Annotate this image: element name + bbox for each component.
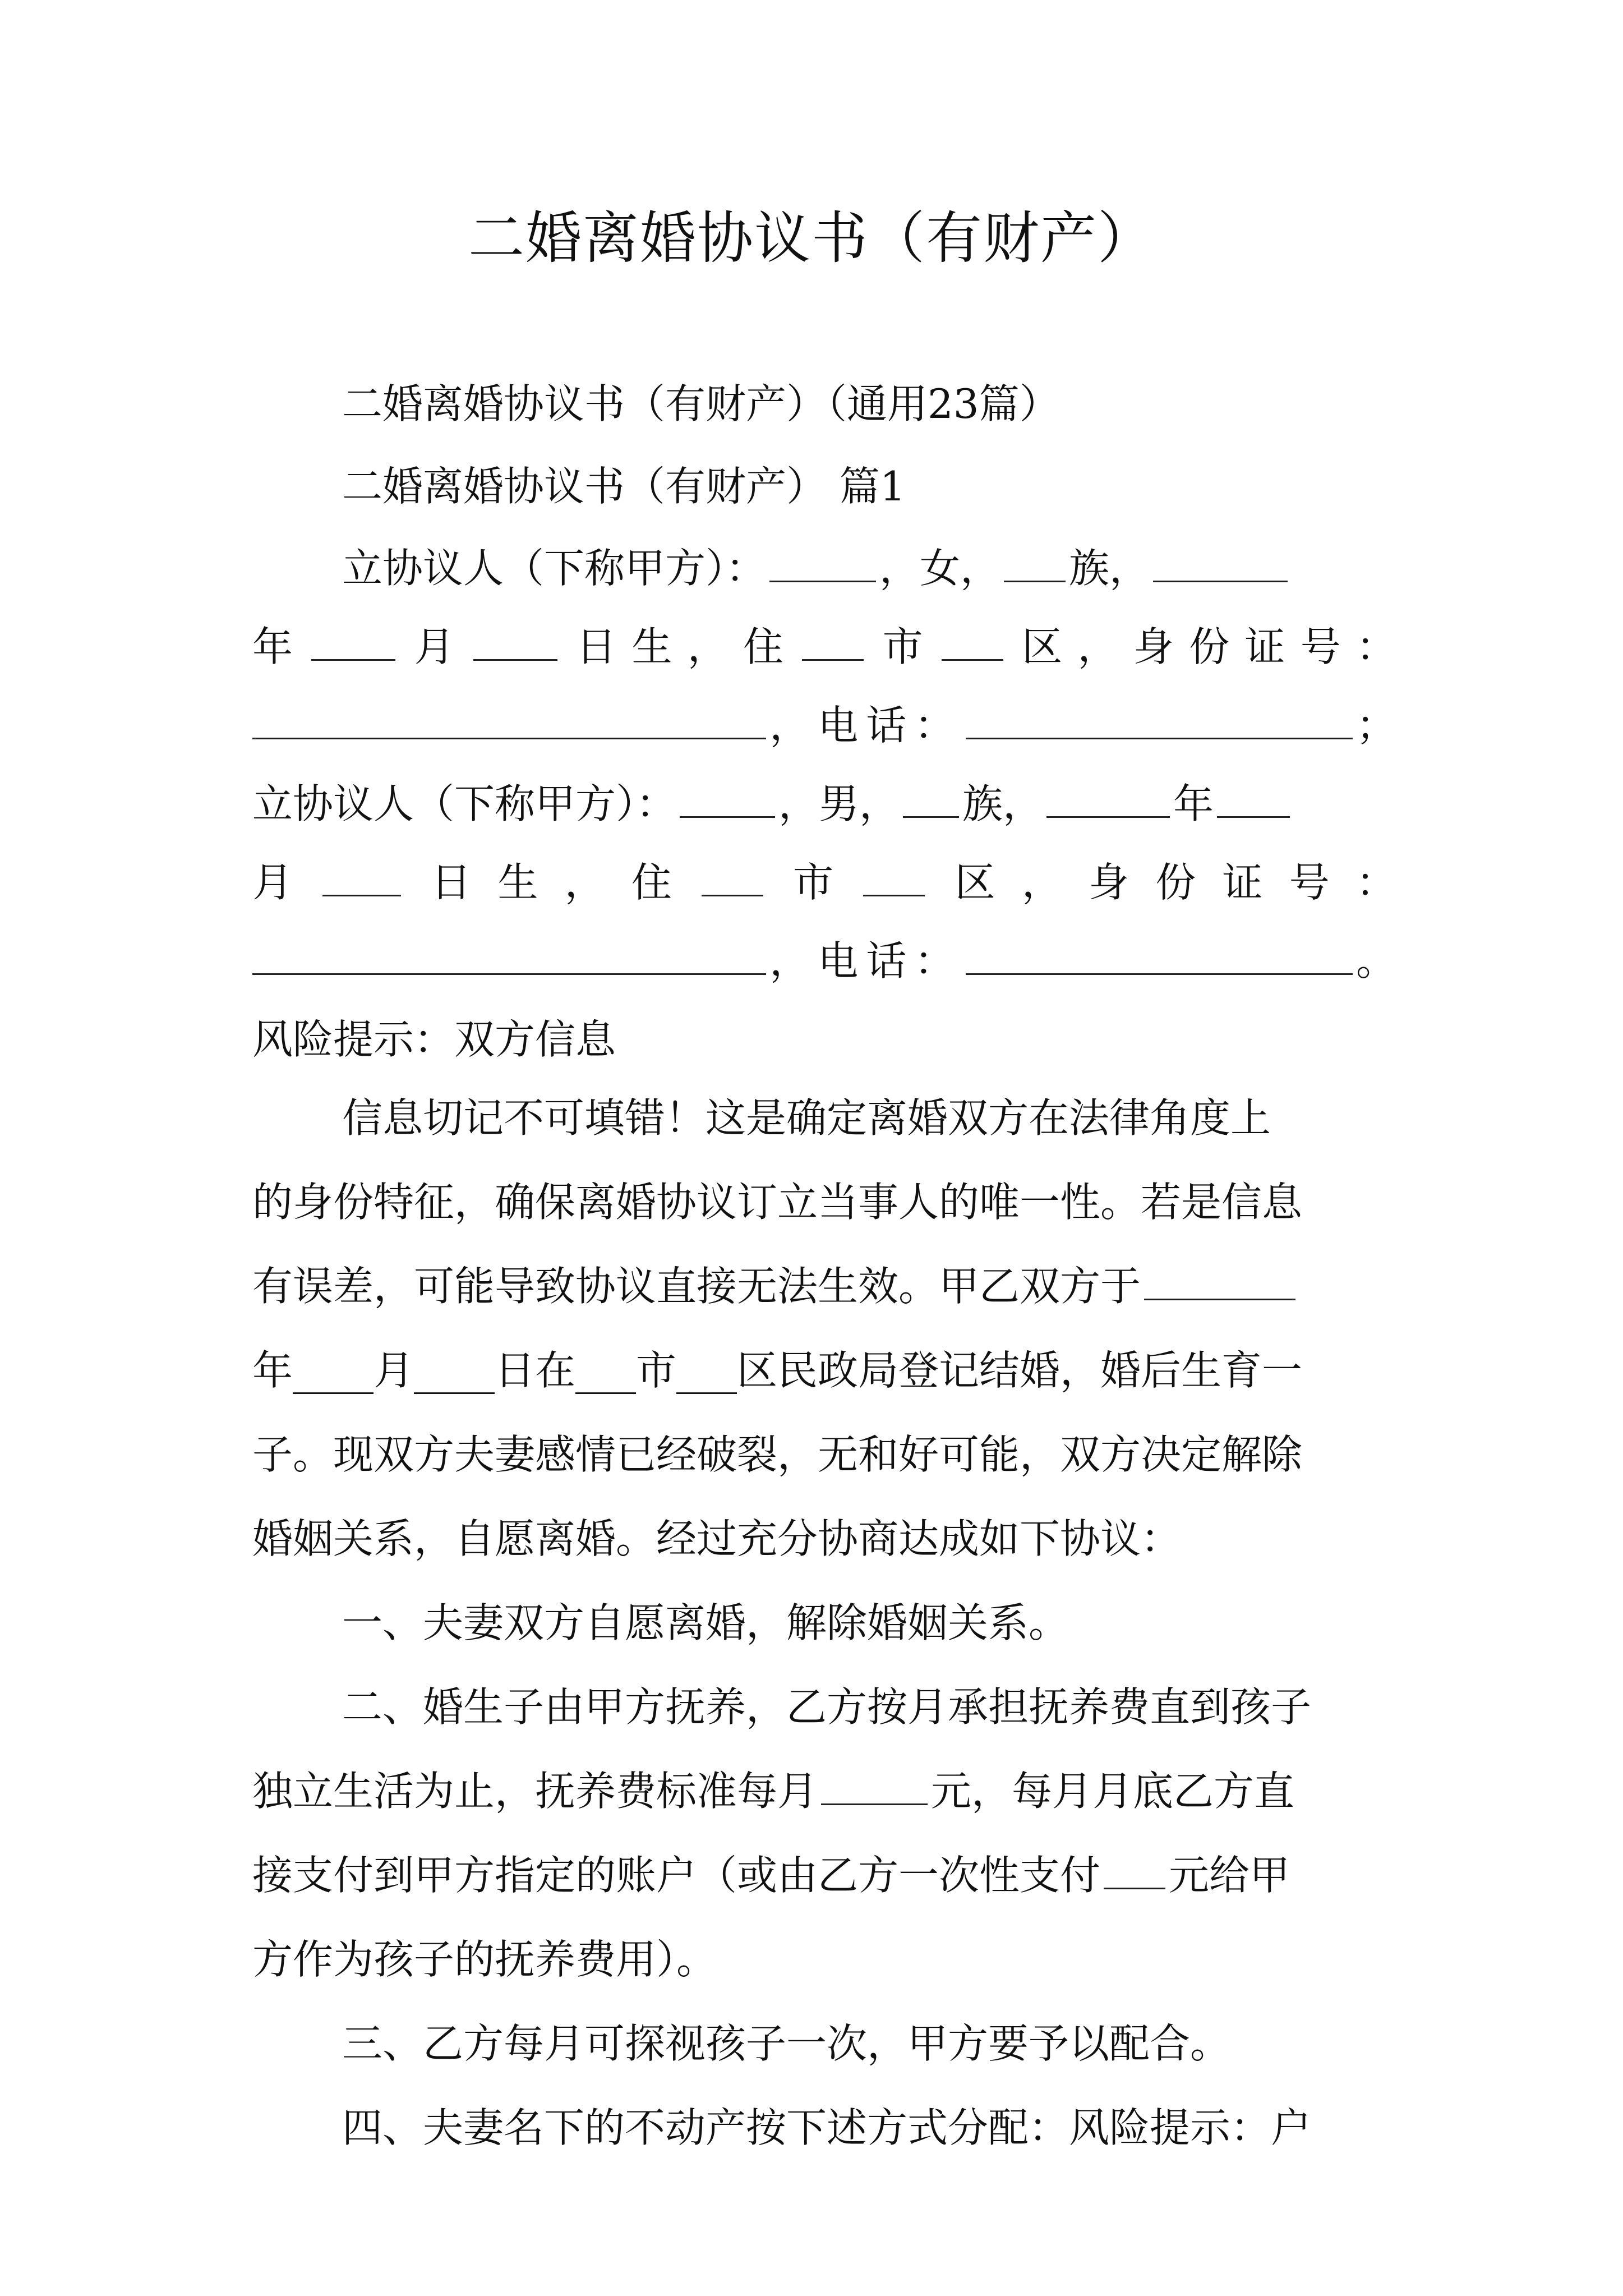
marriage-year-blank	[1144, 1298, 1295, 1300]
party-a-district-label: 区	[1022, 623, 1063, 670]
party-a-residence-label: 住	[743, 623, 784, 670]
clause-2-line-3-tail: 元给甲	[1169, 1852, 1290, 1899]
paragraph-1-line-5: 子。现双方夫妻感情已经破裂，无和好可能，双方决定解除	[252, 1431, 1303, 1478]
party-b-nation-label: 族，	[962, 780, 1044, 827]
party-a-comma-2: ，	[1077, 623, 1118, 670]
party-b-label: 立协议人（下称甲方）：	[252, 780, 677, 827]
clause-3: 三、乙方每月可探视孩子一次，甲方要予以配合。	[342, 2020, 1231, 2067]
party-b-name-blank	[680, 816, 775, 818]
party-a-id-char-2: 份	[1189, 623, 1230, 670]
party-a-district-blank	[942, 659, 1003, 661]
party-b-id-blank	[252, 973, 766, 975]
party-b-residence-label: 住	[631, 859, 672, 906]
clause-2-line-2-tail: 元，每月月底乙方直	[931, 1768, 1295, 1815]
party-b-comma: ，	[564, 859, 605, 906]
party-a-id-blank	[252, 737, 766, 739]
paragraph-1-line-1: 信息切记不可填错！这是确定离婚双方在法律角度上	[342, 1094, 1271, 1142]
party-b-day-blank	[322, 894, 401, 896]
party-b-id-char-3: 证	[1222, 859, 1263, 906]
party-a-day-blank	[473, 659, 557, 661]
document-title: 二婚离婚协议书（有财产）	[468, 205, 1155, 271]
party-a-comma: ，	[687, 623, 728, 670]
clause-4: 四、夫妻名下的不动产按下述方式分配：风险提示：户	[342, 2104, 1312, 2151]
party-b-district-blank	[863, 894, 925, 896]
party-a-month-blank	[311, 659, 395, 661]
party-b-month-blank	[1217, 816, 1290, 818]
party-a-city-blank	[802, 659, 864, 661]
party-b-district-label: 区	[955, 859, 995, 906]
section-heading: 二婚离婚协议书（有财产） 篇1	[342, 463, 906, 510]
party-b-phone-label: ，电话：	[769, 937, 963, 984]
paragraph-1-line-3	[252, 1255, 1396, 1317]
party-b-month-label: 月	[252, 859, 293, 906]
clause-2-line-3-text: 接支付到甲方指定的账户（或由乙方一次性支付	[252, 1852, 1101, 1899]
party-a-birth-year-label: 年	[252, 623, 293, 670]
paragraph-1-line-2: 的身份特征，确保离婚协议订立当事人的唯一性。若是信息	[252, 1179, 1303, 1226]
party-b-line-2	[252, 852, 1396, 913]
party-b-year-label: 年	[1173, 780, 1214, 827]
paragraph-1-line-4: 年____月____日在___市___区民政局登记结婚，婚后生育一	[252, 1347, 1303, 1394]
clause-2-line-2-text: 独立生活为止，抚养费标准每月	[252, 1768, 818, 1815]
party-a-nation-label: 族，	[1069, 545, 1150, 592]
party-a-phone-blank	[966, 737, 1353, 739]
party-b-gender: ，男，	[778, 780, 900, 827]
party-a-birth-label: 生	[631, 623, 672, 670]
party-a-name-blank	[769, 580, 876, 582]
party-a-id-char-4: 号	[1300, 623, 1341, 670]
party-a-birth-year-blank	[1153, 580, 1288, 582]
support-amount-blank	[821, 1803, 928, 1805]
party-a-month-label: 月	[414, 623, 455, 670]
party-b-comma-2: ，	[1021, 859, 1062, 906]
party-a-phone-label: ，电话：	[769, 702, 963, 749]
party-a-day-label: 日	[576, 623, 617, 670]
paragraph-1-line-3-text: 有误差，可能导致协议直接无法生效。甲乙双方于	[252, 1263, 1141, 1310]
party-a-line-3	[252, 694, 1396, 756]
party-b-phone-blank	[966, 973, 1353, 975]
party-b-id-char-1: 身	[1089, 859, 1129, 906]
party-b-id-colon: ：	[1355, 859, 1396, 906]
clause-1: 一、夫妻双方自愿离婚，解除婚姻关系。	[342, 1599, 1069, 1646]
party-b-line-1	[252, 773, 1396, 835]
party-a-end-mark: ；	[1355, 702, 1396, 749]
clause-2-line-4: 方作为孩子的抚养费用）。	[252, 1936, 717, 1983]
clause-2-line-2	[252, 1760, 1396, 1822]
party-b-nation-blank	[903, 816, 959, 818]
lump-sum-blank	[1104, 1887, 1165, 1889]
party-b-end-mark: 。	[1355, 937, 1396, 984]
party-b-city-label: 市	[793, 859, 834, 906]
party-a-id-char-1: 身	[1133, 623, 1174, 670]
party-a-nation-blank	[1004, 580, 1066, 582]
party-b-birth-year-blank	[1046, 816, 1170, 818]
party-a-id-char-3: 证	[1244, 623, 1285, 670]
clause-2-line-3	[252, 1844, 1396, 1906]
party-a-line-1	[342, 537, 1396, 599]
party-b-id-char-4: 号	[1289, 859, 1330, 906]
party-b-line-3	[252, 930, 1396, 992]
party-a-gender: ，女，	[879, 545, 1001, 592]
clause-2-line-1: 二、婚生子由甲方抚养，乙方按月承担抚养费直到孩子	[342, 1683, 1312, 1731]
party-a-id-colon: ：	[1355, 623, 1396, 670]
party-b-birth-label: 生	[497, 859, 538, 906]
party-b-day-label: 日	[431, 859, 472, 906]
document-subtitle: 二婚离婚协议书（有财产）（通用23篇）	[342, 380, 1060, 427]
party-a-label: 立协议人（下称甲方）：	[342, 545, 767, 592]
paragraph-1-line-6: 婚姻关系，自愿离婚。经过充分协商达成如下协议：	[252, 1515, 1182, 1562]
party-a-line-2	[252, 616, 1396, 678]
risk-tip-heading: 风险提示：双方信息	[252, 1016, 616, 1063]
party-b-city-blank	[702, 894, 763, 896]
party-b-id-char-2: 份	[1155, 859, 1196, 906]
party-a-city-label: 市	[882, 623, 923, 670]
